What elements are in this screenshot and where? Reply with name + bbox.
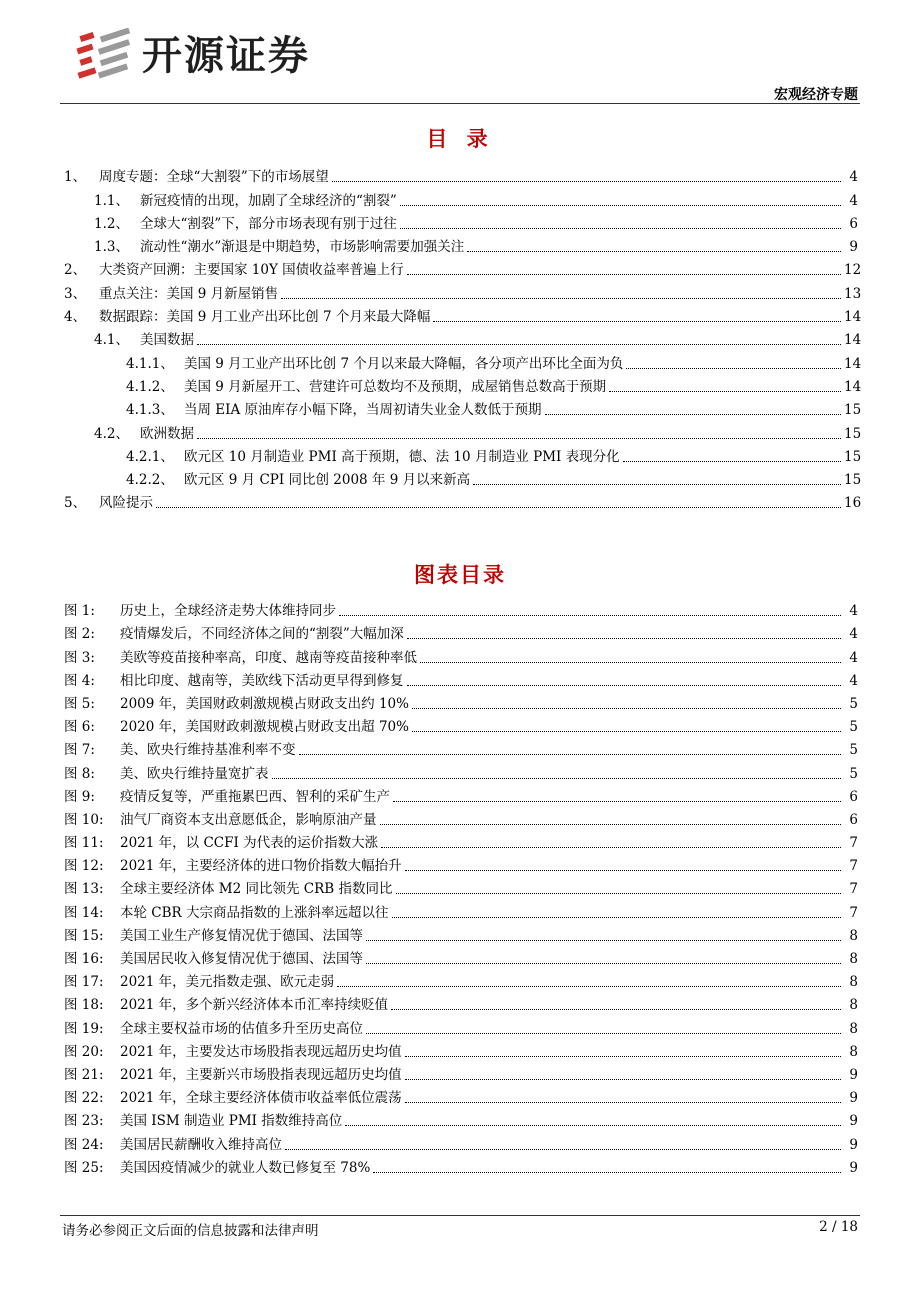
toc-entry[interactable] <box>0 373 920 396</box>
entry-label: 2021 年，主要发达市场股指表现远超历史均值 <box>120 1043 402 1060</box>
entry-number: 图 2: <box>64 626 95 643</box>
entry-page: 9 <box>849 239 858 256</box>
entry-label: 2021 年，全球主要经济体债市收益率低位震荡 <box>120 1090 402 1107</box>
dot-leader <box>473 483 841 485</box>
figure-entry[interactable] <box>0 852 920 875</box>
dot-leader <box>405 1055 841 1057</box>
figure-entry[interactable] <box>0 713 920 736</box>
dot-leader <box>626 367 841 369</box>
dot-leader <box>345 1124 841 1126</box>
entry-page: 4 <box>849 603 858 620</box>
dot-leader <box>609 390 841 392</box>
entry-label: 疫情反复等，严重拖累巴西、智利的采矿生产 <box>120 788 390 805</box>
dot-leader <box>281 297 841 299</box>
dot-leader <box>380 823 842 825</box>
entry-page: 8 <box>849 927 858 944</box>
brand-logo <box>74 28 354 86</box>
entry-page: 5 <box>849 742 858 759</box>
entry-page: 7 <box>849 835 858 852</box>
figure-entry[interactable] <box>0 620 920 643</box>
figure-entry[interactable] <box>0 597 920 620</box>
entry-label: 美国居民薪酬收入维持高位 <box>120 1136 282 1153</box>
entry-page: 13 <box>844 285 862 302</box>
entry-page: 4 <box>849 672 858 689</box>
entry-page: 4 <box>849 649 858 666</box>
toc-entry[interactable] <box>0 210 920 233</box>
entry-number: 图 8: <box>64 765 95 782</box>
entry-label: 2021 年，美元指数走强、欧元走弱 <box>120 974 335 991</box>
entry-label: 当周 EIA 原油库存小幅下降，当周初请失业金人数低于预期 <box>184 402 542 419</box>
dot-leader <box>366 962 841 964</box>
dot-leader <box>420 661 841 663</box>
entry-number: 1.1、 <box>94 192 129 209</box>
entry-page: 8 <box>849 951 858 967</box>
toc-entry[interactable] <box>0 186 920 209</box>
entry-label: 本轮 CBR 大宗商品指数的上涨斜率远超以往 <box>120 904 389 921</box>
dot-leader <box>407 273 841 275</box>
entry-page: 9 <box>849 1090 858 1107</box>
entry-page: 12 <box>844 262 862 279</box>
entry-number: 4.1.3、 <box>126 402 174 419</box>
toc-entry[interactable] <box>0 396 920 419</box>
figure-entry[interactable] <box>0 643 920 666</box>
figure-entry[interactable] <box>0 991 920 1014</box>
entry-page: 8 <box>849 997 858 1014</box>
entry-page: 14 <box>844 378 862 395</box>
entry-number: 2、 <box>64 262 87 279</box>
dot-leader <box>391 1008 841 1010</box>
page-number: 2 / 18 <box>819 1219 858 1235</box>
entry-page: 16 <box>844 495 862 512</box>
entry-number: 4、 <box>64 309 87 326</box>
toc-entry[interactable] <box>0 326 920 349</box>
entry-label: 美国工业生产修复情况优于德国、法国等 <box>120 927 363 944</box>
entry-page: 15 <box>844 472 862 489</box>
entry-label: 2021 年，多个新兴经济体本币汇率持续贬值 <box>120 997 389 1014</box>
dot-leader <box>400 227 841 229</box>
dot-leader <box>299 753 842 755</box>
entry-number: 图 10: <box>64 811 104 828</box>
entry-page: 5 <box>849 765 858 782</box>
entry-number: 图 24: <box>64 1136 104 1153</box>
figure-entry[interactable] <box>0 898 920 921</box>
entry-label: 全球主要经济体 M2 同比领先 CRB 指数同比 <box>120 881 393 898</box>
dot-leader <box>156 506 841 508</box>
header-divider <box>60 103 860 104</box>
entry-label: 美国 9 月工业产出环比创 7 个月以来最大降幅，各分项产出环比全面为负 <box>184 355 624 372</box>
entry-number: 图 3: <box>64 649 95 666</box>
toc-entry[interactable] <box>0 233 920 256</box>
entry-number: 图 23: <box>64 1113 104 1130</box>
dot-leader <box>373 1171 841 1173</box>
entry-number: 图 6: <box>64 719 95 736</box>
figure-entry[interactable] <box>0 806 920 829</box>
entry-number: 图 7: <box>64 742 95 759</box>
entry-number: 图 15: <box>64 927 104 944</box>
entry-number: 1.3、 <box>94 239 129 256</box>
entry-page: 9 <box>849 1066 858 1083</box>
entry-number: 1、 <box>64 169 87 186</box>
entry-page: 9 <box>849 1136 858 1153</box>
entry-number: 4.2、 <box>94 425 129 442</box>
figure-entry[interactable] <box>0 759 920 782</box>
entry-label: 美国 9 月新屋开工、营建许可总数均不及预期，成屋销售总数高于预期 <box>184 378 607 395</box>
entry-number: 图 16: <box>64 951 104 967</box>
entry-page: 7 <box>849 881 858 898</box>
dot-leader <box>381 846 841 848</box>
entry-label: 风险提示 <box>99 495 153 512</box>
toc-title: 目 录 <box>426 127 494 151</box>
entry-number: 4.1.1、 <box>126 355 174 372</box>
entry-label: 大类资产回溯：主要国家 10Y 国债收益率普遍上行 <box>99 262 404 279</box>
entry-page: 6 <box>849 811 858 828</box>
figure-entry[interactable] <box>0 667 920 690</box>
dot-leader <box>272 777 842 779</box>
entry-label: 美国数据 <box>140 332 194 349</box>
dot-leader <box>337 985 841 987</box>
entry-number: 图 17: <box>64 974 104 991</box>
entry-number: 图 12: <box>64 858 104 875</box>
entry-label: 欧元区 9 月 CPI 同比创 2008 年 9 月以来新高 <box>184 472 471 489</box>
figure-entry[interactable] <box>0 922 920 945</box>
entry-page: 8 <box>849 974 858 991</box>
page-header <box>0 0 920 105</box>
entry-label: 2021 年，主要新兴市场股指表现远超历史均值 <box>120 1066 402 1083</box>
dot-leader <box>366 939 841 941</box>
footer-divider <box>60 1215 860 1216</box>
entry-label: 美、欧央行维持基准利率不变 <box>120 742 296 759</box>
toc-entry[interactable] <box>0 489 920 512</box>
entry-label: 重点关注：美国 9 月新屋销售 <box>99 285 279 302</box>
dot-leader <box>467 250 841 252</box>
entry-number: 4.1.2、 <box>126 378 174 395</box>
entry-page: 4 <box>849 626 858 643</box>
entry-page: 4 <box>849 192 858 209</box>
dot-leader <box>339 614 841 616</box>
entry-page: 7 <box>849 904 858 921</box>
entry-page: 14 <box>844 355 862 372</box>
figure-entry[interactable] <box>0 783 920 806</box>
entry-number: 图 14: <box>64 904 104 921</box>
entry-label: 美欧等疫苗接种率高，印度、越南等疫苗接种率低 <box>120 649 417 666</box>
dot-leader <box>197 437 841 439</box>
figure-entry[interactable] <box>0 1130 920 1153</box>
dot-leader <box>405 1078 841 1080</box>
entry-number: 图 25: <box>64 1159 104 1176</box>
dot-leader <box>545 413 841 415</box>
figure-entry[interactable] <box>0 1154 920 1177</box>
footer-disclaimer: 请务必参阅正文后面的信息披露和法律声明 <box>62 1223 319 1239</box>
toc-entry[interactable] <box>0 349 920 372</box>
entry-number: 图 22: <box>64 1090 104 1107</box>
dot-leader <box>366 1032 841 1034</box>
dot-leader <box>623 460 841 462</box>
entry-label: 流动性“潮水”渐退是中期趋势，市场影响需要加强关注 <box>140 239 465 256</box>
figure-entry[interactable] <box>0 968 920 991</box>
entry-page: 9 <box>849 1159 858 1176</box>
toc-entry[interactable] <box>0 466 920 489</box>
dot-leader <box>392 916 842 918</box>
entry-label: 数据跟踪：美国 9 月工业产出环比创 7 个月来最大降幅 <box>99 309 431 326</box>
entry-page: 6 <box>849 788 858 805</box>
entry-label: 油气厂商资本支出意愿低企，影响原油产量 <box>120 811 377 828</box>
dot-leader <box>285 1148 841 1150</box>
dot-leader <box>433 320 841 322</box>
document-type: 宏观经济专题 <box>774 87 858 103</box>
figure-entry[interactable] <box>0 1038 920 1061</box>
figure-entry[interactable] <box>0 875 920 898</box>
figure-entry[interactable] <box>0 1107 920 1130</box>
entry-label: 周度专题：全球“大割裂”下的市场展望 <box>99 169 329 186</box>
toc-entry[interactable] <box>0 443 920 466</box>
entry-number: 5、 <box>64 495 87 512</box>
table-of-contents <box>0 163 920 512</box>
dot-leader <box>405 869 841 871</box>
entry-page: 15 <box>844 425 862 442</box>
entry-page: 6 <box>849 215 858 232</box>
figure-entry[interactable] <box>0 1014 920 1037</box>
entry-number: 图 19: <box>64 1020 104 1037</box>
dot-leader <box>332 180 841 182</box>
entry-page: 14 <box>844 309 862 326</box>
dot-leader <box>405 1101 841 1103</box>
entry-label: 新冠疫情的出现，加剧了全球经济的“割裂” <box>140 192 397 209</box>
entry-number: 3、 <box>64 285 87 302</box>
entry-page: 4 <box>849 169 858 186</box>
entry-number: 图 18: <box>64 997 104 1014</box>
entry-number: 图 13: <box>64 881 104 898</box>
entry-number: 图 11: <box>64 835 104 852</box>
entry-number: 图 20: <box>64 1043 104 1060</box>
entry-number: 1.2、 <box>94 215 129 232</box>
entry-page: 15 <box>844 448 862 465</box>
entry-page: 5 <box>849 719 858 736</box>
figure-entry[interactable] <box>0 829 920 852</box>
entry-label: 全球大“割裂”下，部分市场表现有别于过往 <box>140 215 397 232</box>
entry-label: 全球主要权益市场的估值多升至历史高位 <box>120 1020 363 1037</box>
entry-page: 8 <box>849 1043 858 1060</box>
entry-number: 图 1: <box>64 603 95 620</box>
figure-list-title: 图表目录 <box>414 563 506 587</box>
entry-label: 2020 年，美国财政刺激规模占财政支出超 70% <box>120 719 409 736</box>
toc-entry[interactable] <box>0 419 920 442</box>
dot-leader <box>407 637 841 639</box>
entry-number: 图 4: <box>64 672 95 689</box>
entry-number: 图 5: <box>64 695 95 712</box>
dot-leader <box>197 343 841 345</box>
dot-leader <box>393 800 841 802</box>
entry-page: 5 <box>849 695 858 712</box>
entry-label: 2021 年，以 CCFI 为代表的运价指数大涨 <box>120 835 379 852</box>
figure-entry[interactable] <box>0 1061 920 1084</box>
toc-entry[interactable] <box>0 279 920 302</box>
entry-page: 7 <box>849 858 858 875</box>
entry-number: 4.1、 <box>94 332 129 349</box>
entry-label: 美、欧央行维持量宽扩表 <box>120 765 269 782</box>
entry-label: 疫情爆发后，不同经济体之间的“割裂”大幅加深 <box>120 626 404 643</box>
figure-entry[interactable] <box>0 945 920 968</box>
figure-entry[interactable] <box>0 690 920 713</box>
dot-leader <box>412 730 841 732</box>
figure-entry[interactable] <box>0 736 920 759</box>
dot-leader <box>400 204 841 206</box>
entry-label: 2021 年，主要经济体的进口物价指数大幅抬升 <box>120 858 402 875</box>
toc-entry[interactable] <box>0 256 920 279</box>
figure-entry[interactable] <box>0 1084 920 1107</box>
entry-number: 图 21: <box>64 1066 104 1083</box>
entry-page: 9 <box>849 1113 858 1130</box>
toc-entry[interactable] <box>0 163 920 186</box>
dot-leader <box>407 684 842 686</box>
brand-logo-icon <box>74 28 138 84</box>
brand-name: 开源证券 <box>142 33 310 79</box>
entry-page: 14 <box>844 332 862 349</box>
entry-number: 图 9: <box>64 788 95 805</box>
figure-list <box>0 597 920 1177</box>
entry-number: 4.2.1、 <box>126 448 174 465</box>
entry-label: 欧洲数据 <box>140 425 194 442</box>
entry-label: 欧元区 10 月制造业 PMI 高于预期，德、法 10 月制造业 PMI 表现分化 <box>184 448 620 465</box>
dot-leader <box>412 707 841 709</box>
toc-entry[interactable] <box>0 303 920 326</box>
entry-page: 8 <box>849 1020 858 1037</box>
entry-label: 美国因疫情减少的就业人数已修复至 78% <box>120 1159 371 1176</box>
dot-leader <box>396 892 842 894</box>
entry-label: 历史上，全球经济走势大体维持同步 <box>120 603 336 620</box>
entry-page: 15 <box>844 402 862 419</box>
entry-number: 4.2.2、 <box>126 472 174 489</box>
entry-label: 相比印度、越南等，美欧线下活动更早得到修复 <box>120 672 404 689</box>
entry-label: 2009 年，美国财政刺激规模占财政支出约 10% <box>120 695 409 712</box>
entry-label: 美国居民收入修复情况优于德国、法国等 <box>120 951 363 967</box>
entry-label: 美国 ISM 制造业 PMI 指数维持高位 <box>120 1113 343 1130</box>
